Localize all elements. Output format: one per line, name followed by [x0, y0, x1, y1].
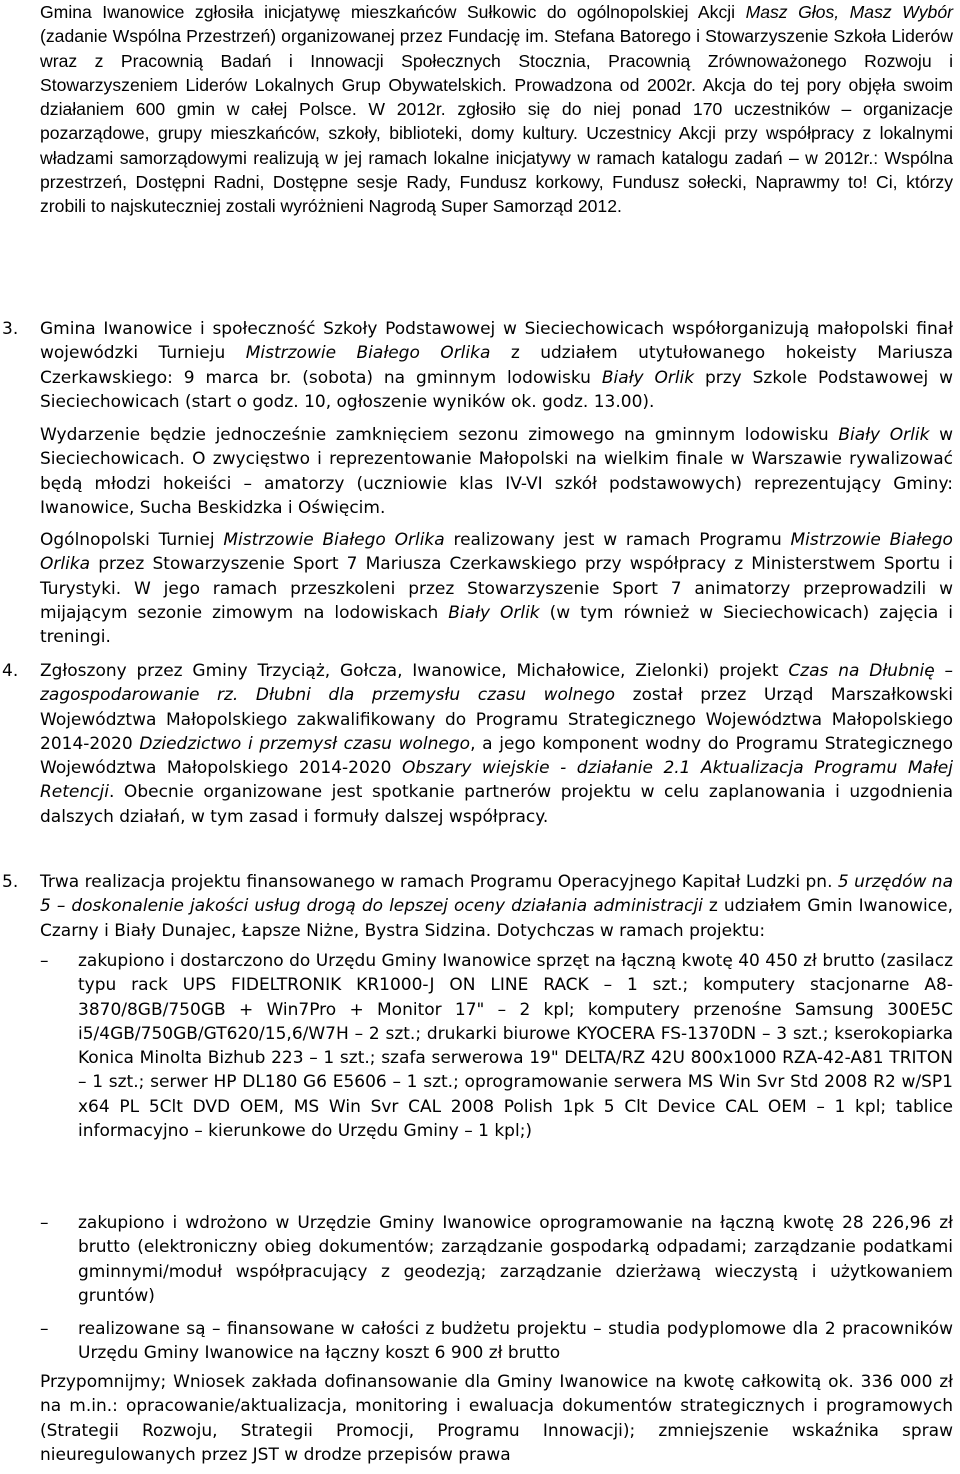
bullet-postgraduate-studies: realizowane są – finansowane w całości z budżetu projektu – studia podyplomowe dla 2 pracowników Urzędu Gminy Iwanowice na łączny koszt 6 900 zł brutto: [78, 1319, 953, 1364]
closing-paragraph: Przypomnijmy; Wniosek zakłada dofinansowanie dla Gminy Iwanowice na kwotę całkowitą ok. 336 000 zł na m.in.: opracowanie/aktualizacja, monitoring i ewaluacja dokumentów strategicznych i programowych (Strategii Rozwoju, Strategii Promocji, Programu Innowacji); zmniejszenie wskaźnika spraw nieuregulowanych przez JST w drodze przepisów prawa: [40, 1372, 953, 1465]
item-number-4: 4.: [2, 661, 19, 681]
item-number-3: 3.: [2, 319, 19, 339]
bullet-dash: –: [40, 1213, 49, 1233]
item-3-paragraph-1: Gmina Iwanowice i społeczność Szkoły Podstawowej w Sieciechowicach współorganizują małopolski finał wojewódzki Turnieju Mistrzowie Białego Orlika z udziałem utytułowanego hokeisty Mariusza Czerkawskiego: 9 marca br. (sobota) na gminnym lodowisku Biały Orlik przy Szkole Podstawowej w Sieciechowicach (start o godz. 10, ogłoszenie wyników ok. godz. 13.00).: [40, 319, 953, 412]
bullet-dash: –: [40, 951, 49, 971]
bullet-software-purchase: zakupiono i wdrożono w Urzędzie Gminy Iwanowice oprogramowanie na łączną kwotę 28 226,96 zł brutto (elektroniczny obieg dokumentów; zarządzanie gospodarką odpadami; zarządzanie podatkami gminnymi/moduł współpracujący z geodezją; zarządzanie dzierżawą wieczystą i użytkowaniem gruntów): [78, 1213, 953, 1306]
item-number-5: 5.: [2, 872, 19, 892]
item-4-paragraph: Zgłoszony przez Gminy Trzyciąż, Gołcza, Iwanowice, Michałowice, Zielonki) projekt Czas na Dłubnię – zagospodarowanie rz. Dłubni dla przemysłu czasu wolnego został przez Urząd Marszałkowski Województwa Małopolskiego zakwalifikowany do Programu Strategicznego Województwa Małopolskiego 2014-2020 Dziedzictwo i przemysł czasu wolnego, a jego komponent wodny do Programu Strategicznego Województwa Małopolskiego 2014-2020 Obszary wiejskie - działanie 2.1 Aktualizacja Programu Małej Retencji. Obecnie organizowane jest spotkanie partnerów projektu w celu zaplanowania i uzgodnienia dalszych działań, w tym zasad i formuły dalszej współpracy.: [40, 661, 953, 827]
bullet-dash: –: [40, 1319, 49, 1339]
bullet-hardware-purchase: zakupiono i dostarczono do Urzędu Gminy Iwanowice sprzęt na łączną kwotę 40 450 zł brutto (zasilacz typu rack UPS FIDELTRONIK KR1000-J ON LINE RACK – 1 szt.; komputery stacjonarne A8-3870/8GB/750GB + Win7Pro + Monitor 17" – 2 kpl; komputery przenośne Samsung 300E5C i5/4GB/750GB/GT620/15,6/W7H – 2 szt.; drukarki biurowe KYOCERA FS-1370DN – 3 szt.; kserokopiarka Konica Minolta Bizhub 223 – 1 szt.; szafa serwerowa 19" DELTA/RZ 42U 800x1000 RZA-42-A81 TRITON – 1 szt.; serwer HP DL180 G6 E5606 – 1 szt.; oprogramowanie serwera MS Win Svr Std 2008 R2 w/SP1 x64 PL 5Clt DVD OEM, MS Win Svr CAL 2008 Polish 1pk 5 Clt Device CAL OEM – 1 kpl; tablice informacyjno – kierunkowe do Urzędu Gminy – 1 kpl;): [78, 951, 953, 1142]
item-3-paragraph-2: Wydarzenie będzie jednocześnie zamknięciem sezonu zimowego na gminnym lodowisku Biały Orlik w Sieciechowicach. O zwycięstwo i reprezentowanie Małopolski na wielkim finale w Warszawie rywalizować będą młodzi hokeiści – amatorzy (uczniowie klas IV-VI szkół podstawowych) reprezentujący Gminy: Iwanowice, Sucha Beskidzka i Oświęcim.: [40, 425, 954, 518]
item-5-paragraph: Trwa realizacja projektu finansowanego w ramach Programu Operacyjnego Kapitał Ludzki pn. 5 urzędów na 5 – doskonalenie jakości usług drogą do lepszej oceny działania administracji z udziałem Gmin Iwanowice, Czarny i Biały Dunajec, Łapsze Niżne, Bystra Sidzina. Dotychczas w ramach projektu:: [40, 872, 953, 941]
intro-paragraph: Gmina Iwanowice zgłosiła inicjatywę mieszkańców Sułkowic do ogólnopolskiej Akcji Masz Głos, Masz Wybór (zadanie Wspólna Przestrzeń) organizowanej przez Fundację im. Stefana Batorego i Stowarzyszenie Szkoła Liderów wraz z Pracownią Badań i Innowacji Społecznych Stocznia, Pracownią Zrównoważonego Rozwoju i Stowarzyszeniem Liderów Lokalnych Grup Obywatelskich. Prowadzona od 2002r. Akcja do tej pory objęła swoim działaniem 600 gmin w całej Polsce. W 2012r. zgłosiło się do niej ponad 170 uczestników – organizacje pozarządowe, grupy mieszkańców, szkoły, biblioteki, domy kultury. Uczestnicy Akcji przy współpracy z lokalnymi władzami samorządowymi realizują w jej ramach lokalne inicjatywy w ramach katalogu zadań – w 2012r.: Wspólna przestrzeń, Dostępni Radni, Dostępne sesje Rady, Fundusz korkowy, Fundusz sołecki, Naprawmy to! Ci, którzy zrobili to najskuteczniej zostali wyróżnieni Nagrodą Super Samorząd 2012.: [40, 2, 953, 217]
item-3-paragraph-3: Ogólnopolski Turniej Mistrzowie Białego Orlika realizowany jest w ramach Programu Mistrzowie Białego Orlika przez Stowarzyszenie Sport 7 Mariusza Czerkawskiego przy współpracy z Ministerstwem Sportu i Turystyki. W jego ramach przeszkoleni przez Stowarzyszenie Sport 7 animatorzy przeprowadzili w mijającym sezonie zimowym na lodowiskach Biały Orlik (w tym również w Sieciechowicach) zajęcia i treningi.: [40, 530, 953, 648]
